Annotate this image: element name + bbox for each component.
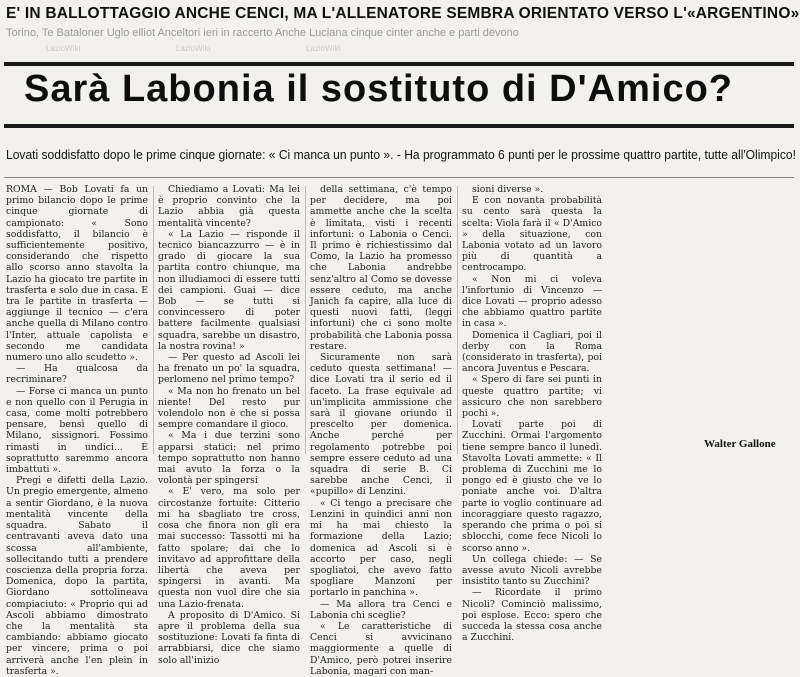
- article-paragraph: « Ci tengo a precisare che Lenzini in quindici anni non mi ha mai chiesto la formazione della Lazio; domenica ad Ascoli si è accorto per caso, negli spogliatoi, che avevo fatto spogliare Manzoni per portarlo in panchina ».: [310, 497, 452, 599]
- article-paragraph: Sicuramente non sarà ceduto questa settimana! — dice Lovati tra il serio ed il faceto. La frase equivale ad un'implicita ammissione che sarà il giovane oriundo il prescelto per domenica. Anche perché per regolamento potrebbe poi sempre essere ceduto ad una squadra di serie B. Ci sarebbe anche Cenci, il «pupillo» di Lenzini.: [310, 352, 452, 498]
- byline: Walter Gallone: [704, 438, 776, 450]
- article-paragraph: « Ma non ho frenato un bel niente! Del resto pur volendolo non è che si possa sempre comandare il gioco.: [158, 385, 300, 431]
- column-divider: [457, 186, 458, 454]
- watermark: LazioWiki: [46, 44, 81, 53]
- divider: [4, 177, 794, 178]
- article-paragraph: ROMA — Bob Lovati fa un primo bilancio dopo le prime cinque giornate di campionato: « Sono soddisfatto, il bilancio è sufficientemente positivo, considerando che rispetto allo scorso anno stavolta la Lazio ha giocato tre partite in trasferta e solo due in casa. E tra le partite in trasferta — aggiunge il tecnico — c'era anche quella di Milano contro l'Inter, attuale capolista e secondo me candidata numero uno allo scudetto ».: [6, 184, 148, 364]
- article-paragraph: sioni diverse ».: [472, 184, 544, 195]
- watermark: LazioWiki: [176, 44, 211, 53]
- article-paragraph: — Ha qualcosa da recriminare?: [6, 363, 148, 386]
- article-paragraph: « E' vero, ma solo per circostanze fortuite: Citterio mi ha sbagliato tre cross, cosa che finora non gli era mai successo: Tassotti mi ha fatto spolare; dai che lo invitavo ad approfittare della libertà che aveva per spingersi in avanti. Ma questa non vuol dire che sia una Lazio-frenata.: [158, 486, 300, 610]
- kicker: E' IN BALLOTTAGGIO ANCHE CENCI, MA L'ALLENATORE SEMBRA ORIENTATO VERSO L'«ARGENTINO»: [6, 5, 800, 22]
- article-column-2: [158, 184, 300, 666]
- article-column-4: [462, 184, 602, 644]
- article-paragraph: della settimana, c'è tempo per decidere, ma poi ammette anche che la scelta è limitata, visti i recenti infortuni: o Labonia o Cenci. Il primo è richiestissimo dal Como, la Lazio ha promesso che Labonia andrebbe senz'altro al Como se dovesse essere ceduto, ma anche Janich fa capire, alla luce di questi nuovi fatti, (leggi infortuni) che ci sono molte probabilità che Labonia possa restare.: [310, 184, 452, 352]
- article-paragraph: — Ricordate il primo Nicoli? Cominciò malissimo, poi esplose. Ecco: spero che succeda la stessa cosa anche a Zucchini.: [462, 587, 602, 644]
- article-paragraph: « Non mi ci voleva l'infortunio di Vincenzo — dice Lovati — proprio adesso che abbiamo quattro partite in casa ».: [462, 273, 602, 330]
- article-paragraph: « Le caratteristiche di Cenci si avvicinano maggiormente a quelle di D'Amico, però potrei inserire Labonia, magari con man-: [310, 620, 452, 677]
- article-paragraph: Pregi e difetti della Lazio. Un pregio emergente, almeno a sentir Giordano, è la nuova mentalità vincente della squadra. Sabato il centravanti aveva dato una scossa all'ambiente, sollecitando tutti a prendere coscienza della propria forza. Domenica, dopo la partita, Giordano sottolineava compiaciuto: « Proprio qui ad Ascoli abbiamo dimostrato che la mentalità sta cambiando: abbiamo giocato per vincere, prima o poi arriverà anche l'en plein in trasferta ».: [6, 475, 148, 677]
- article-paragraph: — Per questo ad Ascoli lei ha frenato un po' la squadra, perlomeno nel primo tempo?: [158, 352, 300, 386]
- headline-box: [4, 62, 794, 128]
- column-divider: [305, 186, 306, 454]
- article-paragraph: Chiediamo a Lovati: Ma lei è proprio convinto che la Lazio abbia già questa mentalità vincente?: [158, 184, 300, 229]
- column-divider: [153, 186, 154, 454]
- article-paragraph: « La Lazio — risponde il tecnico biancazzurro — è in grado di giocare la sua partita contro chiunque, ma non illudiamoci di essere tutti dei campioni. Guai — dice Bob — se tutti si convincessero di poter battere facilmente qualsiasi squadra, sarebbe un disastro, la nostra rovina! »: [158, 228, 300, 352]
- article-paragraph: Domenica il Cagliari, poi il derby con la Roma (considerato in trasferta), poi ancora Juventus e Pescara.: [462, 329, 602, 375]
- article-column-3: [310, 184, 452, 677]
- headline: Sarà Labonia il sostituto di D'Amico?: [24, 68, 733, 110]
- article-paragraph: Un collega chiede: — Se avesse avuto Nicoli avrebbe insistito tanto su Zucchini?: [462, 553, 602, 588]
- article-paragraph: « Spero di fare sei punti in queste quattro partite; vi assicuro che non sarebbero pochi ».: [462, 374, 602, 420]
- article-paragraph: — Ma allora tra Cenci e Labonia chi sceglie?: [310, 598, 452, 621]
- article-paragraph: Lovati parte poi di Zucchini. Ormai l'argomento tiene sempre banco il lunedì. Stavolta Lovati ammette: « Il problema di Zucchini me lo pongo ed è giusto che ve lo poniate anche voi. D'altra parte io voglio continuare ad incoraggiare questo ragazzo, sperando che prima o poi si sblocchi, come fece Nicoli lo scorso anno ».: [462, 419, 602, 554]
- article-paragraph: — Forse ci manca un punto e non quello con il Perugia in casa, come molti potrebbero pensare, bensì quello di Milano, sissignori. Fossimo rimasti in undici... E soprattutto saremmo ancora imbattuti ».: [6, 385, 148, 476]
- watermark: LazioWiki: [306, 44, 341, 53]
- article-paragraph: A proposito di D'Amico. Si apre il problema della sua sostituzione: Lovati fa finta di arrabbiarsi, dice che siamo solo all'inizio: [158, 609, 300, 666]
- article-paragraph: « Ma i due terzini sono apparsi statici: nel primo tempo soprattutto non hanno mai avuto la forza o la volontà per spingersi: [158, 430, 300, 487]
- standfirst: Lovati soddisfatto dopo le prime cinque giornate: « Ci manca un punto ». - Ha programmato 6 punti per le prossime quattro partite, tutte all'Olimpico!: [6, 148, 796, 162]
- bleed-through-text: Torino, Te Bataloner Uglo elliot Anceltori ieri in raccerto Anche Luciana cinque cinter anche e parti devono: [6, 27, 519, 39]
- article-paragraph: E con novanta probabilità su cento sarà questa la scelta: Viola farà il « D'Amico » della situazione, con Labonia votato ad un lavoro più di quantità a centrocampo.: [462, 195, 602, 274]
- article-column-1: [6, 184, 148, 677]
